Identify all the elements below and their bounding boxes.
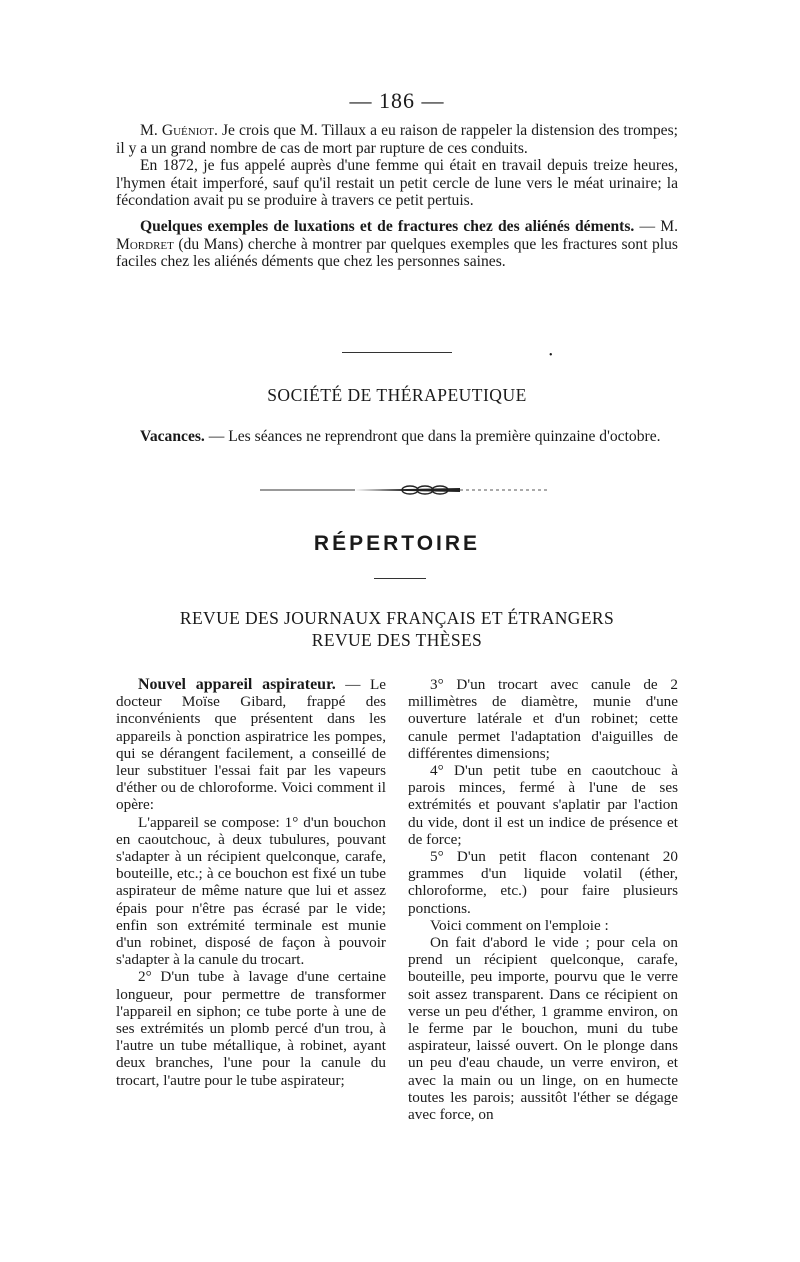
theses-heading: REVUE DES THÈSES xyxy=(311,630,483,650)
apparatus-part-1: L'appareil se compose: 1° d'un bouchon en caoutchouc, à deux tubulures, pouvant s'adapter à un récipient quelconque, carafe, bouteille, etc.; à ce bouchon est fixé un tube aspirateur de même nature que lui et assez épais pour n'être pas écrasé par le vide; enfin son extrémité terminale est munie d'un robinet, disposé de façon à pouvoir s'adapter à la canule du trocart. xyxy=(116,813,386,969)
usage-heading: Voici comment on l'emploie : xyxy=(430,916,609,934)
discussion-block xyxy=(116,122,678,271)
journals-heading: REVUE DES JOURNAUX FRANÇAIS ET ÉTRANGERS xyxy=(179,608,615,628)
apparatus-part-5: 5° D'un petit flacon contenant 20 grammes d'un liquide volatil (éther, chloroforme, etc.) pour faire plusieurs ponctions. xyxy=(408,848,678,917)
vacances-block xyxy=(116,428,678,446)
left-column xyxy=(116,676,386,1089)
luxations-title: Quelques exemples de luxations et de fractures chez des aliénés déments. xyxy=(140,217,635,235)
entry-intro xyxy=(116,676,386,814)
entry-title: Nouvel appareil aspirateur. xyxy=(138,676,336,693)
repertoire-divider xyxy=(374,578,426,579)
speaker-name: M. Guéniot. xyxy=(140,122,218,139)
vacances-text: — Les séances ne reprendront que dans la première quinzaine d'octobre. xyxy=(204,428,661,445)
document-page xyxy=(116,0,678,1262)
mordret-name: Mordret xyxy=(116,235,174,253)
gueniot-paragraph xyxy=(116,122,678,157)
apparatus-part-3: 3° D'un trocart avec canule de 2 millimètres de diamètre, munie d'une ouverture latérale et d'un robinet; cette canule permet l'adaptation d'aiguilles de différentes dimensions; xyxy=(408,676,678,762)
divider-dot: • xyxy=(549,350,553,361)
repertoire-heading: RÉPERTOIRE xyxy=(313,532,481,555)
usage-paragraph: On fait d'abord le vide ; pour cela on prend un récipient quelconque, carafe, bouteille, peu importe, pourvu que le verre soit assez transparent. Dans ce récipient on verse un peu d'éther, 1 gramme environ, on le ferme par le bouchon, muni du tube aspirateur, laissé ouvert. On le plonge dans un peu d'eau chaude, un verre environ, et avec la main ou un linge, on en humecte toutes les parois; aussitôt l'éther se dégage avec force, on xyxy=(408,934,678,1124)
section-divider xyxy=(342,352,452,353)
luxations-text: (du Mans) cherche à montrer par quelques exemples que les fractures sont plus faciles chez les aliénés déments que chez les personnes saines. xyxy=(116,235,678,271)
hymen-case-paragraph: En 1872, je fus appelé auprès d'une femme qui était en travail depuis treize heures, l'hymen était imperforé, sauf qu'il restait un petit cercle de lune vers le méat urinaire; la fécondation avait pu se produire à travers ce petit pertuis. xyxy=(116,157,678,210)
apparatus-part-4: 4° D'un petit tube en caoutchouc à parois minces, fermé à l'une de ses extrémités et pouvant s'aplatir par l'action du vide, dont il est un indice de présence et de force; xyxy=(408,762,678,848)
page-number: — 186 — xyxy=(349,88,445,113)
vacances-title: Vacances. xyxy=(140,428,205,445)
apparatus-part-2: 2° D'un tube à lavage d'une certaine longueur, pour permettre de transformer l'appareil en siphon; ce tube porte à une de ses extrémités un plomb percé d'un trou, à l'autre un tube métallique, à robinet, ayant deux branches, l'une pour la canule du trocart, l'autre pour le tube aspirateur; xyxy=(116,968,386,1089)
luxations-paragraph xyxy=(116,218,678,271)
right-column xyxy=(408,676,678,1123)
entry-intro-text: — Le docteur Moïse Gibard, frappé des inconvénients que présentent dans les appareils à ponction aspiratrice les pompes, qui se dérangent facilement, a conseillé de leur substituer l'essai fait par les vapeurs d'éther ou de chloroforme. Voici comment il opère: xyxy=(116,676,386,814)
dash: — M. xyxy=(634,217,678,235)
society-heading: SOCIÉTÉ DE THÉRAPEUTIQUE xyxy=(267,385,527,405)
vacances-paragraph xyxy=(116,428,678,446)
ornament-divider xyxy=(260,480,550,500)
speaker-text: Je crois que M. Tillaux a eu raison de rappeler la distension des trompes; il y a un grand nombre de cas de mort par rupture de ces conduits. xyxy=(116,122,678,157)
